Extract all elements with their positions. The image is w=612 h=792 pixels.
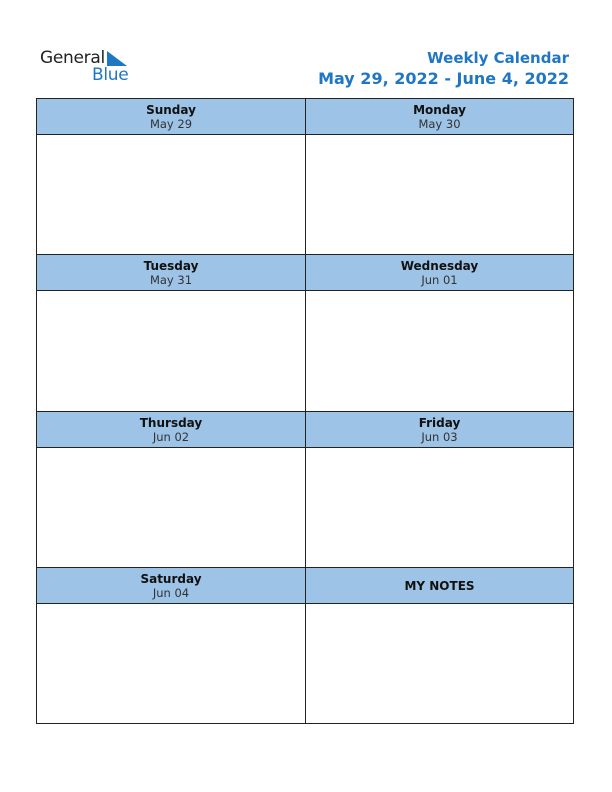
day-date: May 31 [149,273,193,287]
day-header [306,99,573,135]
day-date: Jun 02 [152,430,190,444]
day-cell-thursday[interactable] [37,412,305,568]
date-range: May 29, 2022 - June 4, 2022 [318,69,569,88]
logo-triangle-icon [107,51,127,66]
day-date: Jun 03 [421,430,458,444]
day-header [37,99,305,135]
day-cell-saturday[interactable] [37,568,305,723]
day-name: Tuesday [143,259,199,273]
notes-title: MY NOTES [404,579,475,593]
title-block [318,48,569,90]
column-divider [305,99,306,723]
notes-cell[interactable] [306,568,573,723]
page-title: Weekly Calendar [427,49,569,67]
day-name: Friday [418,416,461,430]
day-date: May 29 [149,117,193,131]
logo-general-text: General [40,48,105,68]
logo-blue-text: Blue [92,65,129,85]
day-cell-monday[interactable] [306,99,573,255]
day-name: Wednesday [400,259,479,273]
logo [40,48,140,84]
day-date: Jun 04 [152,586,190,600]
day-cell-wednesday[interactable] [306,255,573,411]
day-name: Monday [413,103,466,117]
day-cell-friday[interactable] [306,412,573,568]
day-header [37,412,305,448]
day-header [306,255,573,291]
day-name: Saturday [140,572,202,586]
day-cell-sunday[interactable] [37,99,305,255]
day-header [306,412,573,448]
day-name: Thursday [139,416,203,430]
day-cell-tuesday[interactable] [37,255,305,411]
day-header [37,568,305,604]
day-name: Sunday [146,103,196,117]
day-date: Jun 01 [421,273,458,287]
day-date: May 30 [418,117,461,131]
day-header [37,255,305,291]
notes-header [306,568,573,604]
week-grid [36,98,574,724]
